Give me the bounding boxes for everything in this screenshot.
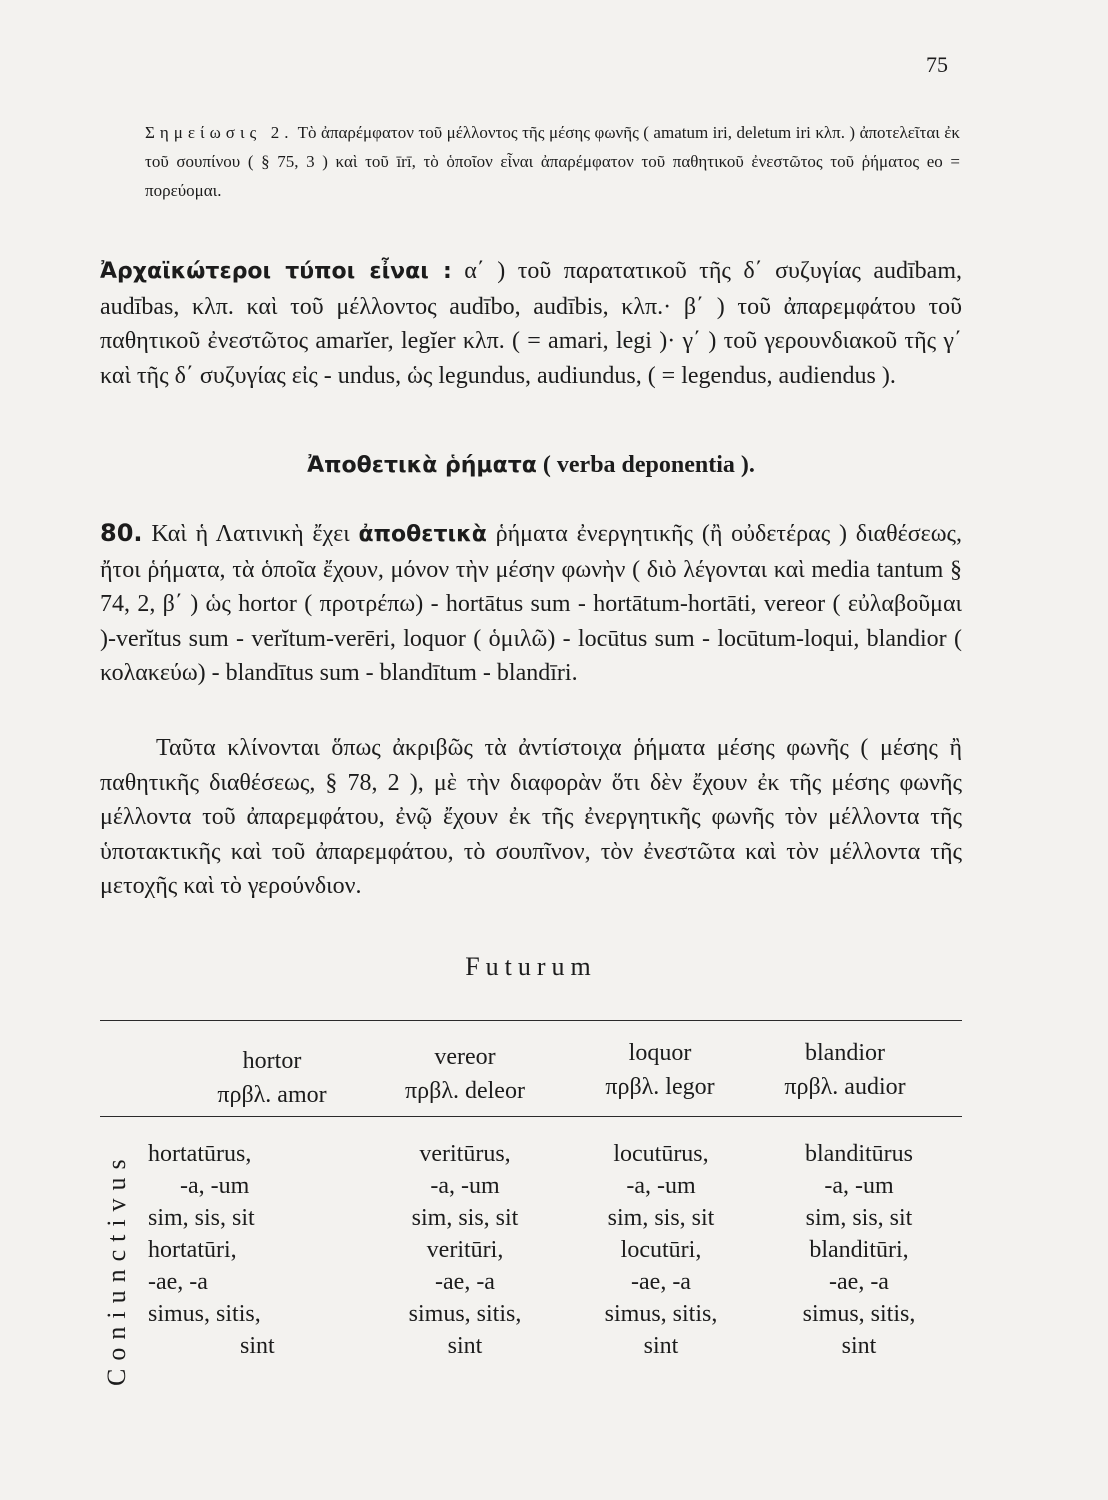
header-compare: πρβλ. deleor	[405, 1078, 525, 1104]
cell: sint	[447, 1333, 483, 1359]
table-body	[100, 1138, 962, 1408]
cell: simus, sitis,	[802, 1301, 916, 1327]
header-col-blandior	[745, 1036, 945, 1104]
header-compare: πρβλ. audior	[784, 1074, 906, 1100]
table-top-rule	[100, 1020, 962, 1021]
cell: simus, sitis,	[408, 1301, 522, 1327]
column-vereor	[380, 1138, 550, 1362]
header-compare: πρβλ. amor	[217, 1082, 327, 1108]
header-compare: πρβλ. legor	[605, 1074, 715, 1100]
cell: -ae, -a	[435, 1269, 495, 1295]
cell: sim, sis, sit	[805, 1205, 913, 1231]
cell: -a, -um	[824, 1173, 894, 1199]
coniunctivus-label: Coniunctivus	[102, 1151, 131, 1387]
table-header-rule	[100, 1116, 962, 1117]
table-header	[100, 1036, 962, 1126]
cell: blanditūrus	[805, 1141, 913, 1167]
cell: blanditūri,	[809, 1237, 909, 1263]
futurum-title: Futurum	[465, 952, 597, 981]
paragraph-80-intro: Καὶ ἡ Λατινικὴ ἔχει	[151, 521, 350, 547]
cell: hortatūri,	[148, 1237, 237, 1263]
archaic-lead: Ἀρχαϊκώτεροι τύποι εἶναι :	[100, 259, 452, 284]
cell: sim, sis, sit	[148, 1205, 255, 1231]
column-blandior	[764, 1138, 954, 1362]
paragraph-80	[100, 516, 962, 691]
cell: locutūrus,	[613, 1141, 709, 1167]
header-col-hortor	[172, 1044, 372, 1112]
cell: -ae, -a	[829, 1269, 889, 1295]
section-heading-latin: ( verba deponentia ).	[542, 452, 755, 478]
archaic-text: α΄ ) τοῦ παρατατικοῦ τῆς δ΄ συζυγίας audībam, audības, κλπ. καὶ τοῦ μέλλοντος audībo, audībis, κλπ.· β΄ ) τοῦ ἀπαρεμφάτου τοῦ παθητικοῦ ἐνεστῶτος amarĭer, legĭer κλπ. ( = amari, legi )· γ΄ ) τοῦ γερουνδιακοῦ τῆς γ΄ καὶ τῆς δ΄ συζυγίας εἰς - undus, ὡς legundus, audiundus, ( = legendus, audiendus ).	[100, 258, 962, 389]
cell: -ae, -a	[631, 1269, 691, 1295]
cell: sim, sis, sit	[411, 1205, 519, 1231]
header-col-loquor	[560, 1036, 760, 1104]
section-heading-greek: Ἀποθετικὰ ῥήματα	[307, 453, 537, 478]
archaic-forms-paragraph	[100, 254, 962, 393]
header-verb: vereor	[434, 1044, 496, 1070]
cell: veritūrus,	[419, 1141, 511, 1167]
column-loquor	[576, 1138, 746, 1362]
note-label: Σημείωσις 2.	[145, 123, 294, 142]
cell: -a, -um	[626, 1173, 696, 1199]
paragraph-80-text: ῥήματα ἐνεργητικῆς (ἢ οὐδετέρας ) διαθέσεως, ἤτοι ῥήματα, τὰ ὁποῖα ἔχουν, μόνον τὴν μέσην φωνὴν ( διὸ λέγονται καὶ media tantum § 74, 2, β΄ ) ὡς hortor ( προτρέπω) - hortātus sum - hortātum-hortāti, vereor ( εὐλαβοῦμαι )-verĭtus sum - verĭtum-verēri, loquor ( ὁμιλῶ) - locūtus sum - locūtum-loqui, blandior ( κολακεύω) - blandītus sum - blandītum - blandīri.	[100, 521, 963, 686]
cell: sim, sis, sit	[607, 1205, 715, 1231]
paragraph-80-bold-term: ἀποθετικὰ	[358, 522, 487, 547]
cell: -a, -um	[180, 1173, 250, 1199]
cell: sint	[643, 1333, 679, 1359]
header-verb: loquor	[628, 1040, 692, 1066]
header-verb: hortor	[242, 1048, 302, 1074]
note-text: Τὸ ἀπαρέμφατον τοῦ μέλλοντος τῆς μέσης φωνῆς ( amatum iri, deletum iri κλπ. ) ἀποτελεῖται ἐκ τοῦ σουπίνου ( § 75, 3 ) καὶ τοῦ īrī, τὸ ὁποῖον εἶναι ἀπαρέμφατον τοῦ παθητικοῦ ἐνεστῶτος τοῦ ῥήματος eo = πορεύομαι.	[145, 123, 960, 200]
inflection-paragraph: Ταῦτα κλίνονται ὅπως ἀκριβῶς τὰ ἀντίστοιχα ῥήματα μέσης φωνῆς ( μέσης ἢ παθητικῆς διαθέσεως, § 78, 2 ), μὲ τὴν διαφορὰν ὅτι δὲν ἔχουν ἐκ τῆς μέσης φωνῆς μέλλοντα τοῦ ἀπαρεμφάτου, ἐνῷ ἔχουν ἐκ τῆς ἐνεργητικῆς φωνῆς τὸν μέλλοντα τῆς ὑποτακτικῆς καὶ τοῦ ἀπαρεμφάτου, τὸ σουπῖνον, τὸν ἐνεστῶτα καὶ τὸν μέλλοντα τῆς μετοχῆς καὶ τὸ γερούνδιον.	[100, 735, 962, 899]
cell: sint	[240, 1333, 275, 1359]
cell: locutūri,	[620, 1237, 702, 1263]
cell: simus, sitis,	[148, 1301, 261, 1327]
cell: veritūri,	[426, 1237, 504, 1263]
cell: -a, -um	[430, 1173, 500, 1199]
note-paragraph	[145, 118, 960, 205]
page-number: 75	[926, 52, 948, 77]
column-hortor	[148, 1138, 275, 1362]
cell: hortatūrus,	[148, 1141, 252, 1167]
cell: -ae, -a	[148, 1269, 208, 1295]
cell: sint	[841, 1333, 877, 1359]
header-verb: blandior	[805, 1040, 885, 1066]
cell: simus, sitis,	[604, 1301, 718, 1327]
paragraph-number: 80.	[100, 519, 143, 547]
header-col-vereor	[365, 1040, 565, 1108]
section-heading	[100, 452, 962, 479]
